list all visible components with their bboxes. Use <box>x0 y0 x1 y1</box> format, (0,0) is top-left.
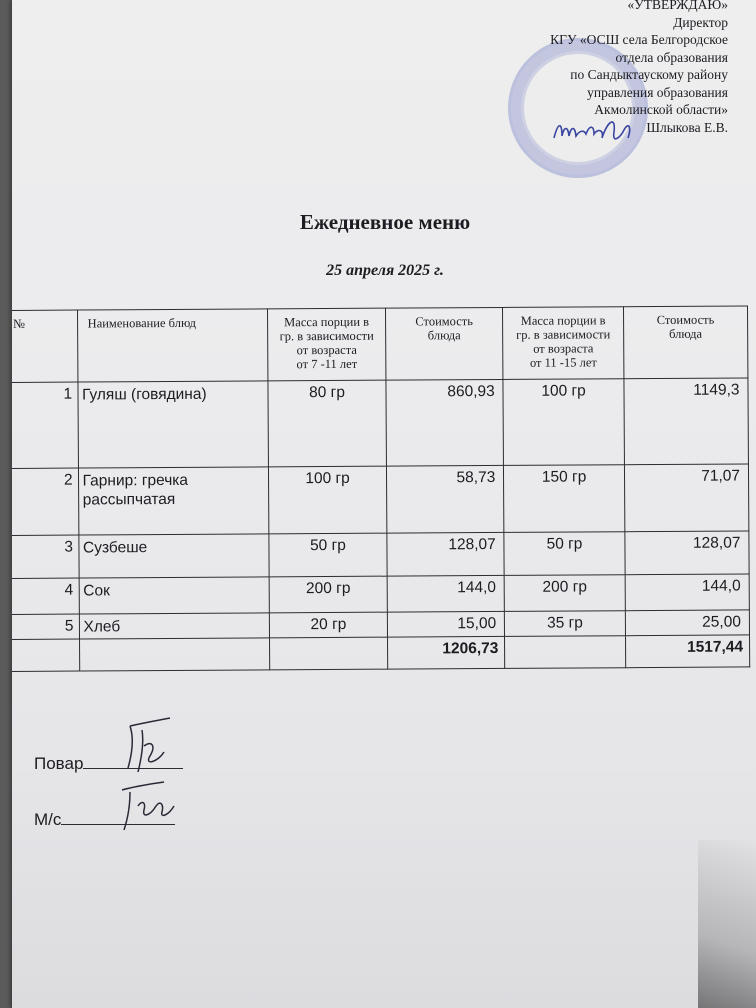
header-line: Масса порции в <box>284 314 370 330</box>
approval-line: управления образования <box>587 84 728 100</box>
mass-7-11: 200 гр <box>269 576 387 613</box>
empty-cell <box>79 638 270 671</box>
header-line: от 7 -11 лет <box>296 356 358 372</box>
table-row <box>12 378 748 469</box>
header-line: гр. в зависимости <box>279 328 374 344</box>
dish-name: Гуляш (говядина) <box>78 381 269 468</box>
cost-11-15: 1149,3 <box>624 378 749 465</box>
col-header-mass-7-11 <box>268 308 386 381</box>
mass-11-15: 100 гр <box>503 379 624 466</box>
table-row <box>12 464 749 536</box>
dish-name: Гарнир: гречка рассыпчатая <box>78 467 269 535</box>
mass-7-11: 80 гр <box>268 380 386 467</box>
approval-heading: «УТВЕРЖДАЮ» <box>627 0 728 12</box>
header-line: блюда <box>427 328 461 343</box>
dish-name: Сузбеше <box>78 534 269 578</box>
header-line: Стоимость <box>415 314 473 329</box>
cost-7-11: 128,07 <box>387 532 505 576</box>
row-num: 5 <box>12 614 79 639</box>
menu-date: 25 апреля 2025 г. <box>326 262 444 279</box>
mass-11-15: 200 гр <box>504 575 625 612</box>
total-cost-11-15: 1517,44 <box>625 635 749 668</box>
header-line: Стоимость <box>656 312 715 328</box>
mass-7-11: 100 гр <box>269 466 387 534</box>
empty-cell <box>12 639 79 671</box>
col-header-num: № <box>12 310 78 382</box>
cook-label: Повар <box>34 754 84 773</box>
table-row <box>12 531 749 579</box>
mass-11-15: 150 гр <box>504 465 625 533</box>
cost-11-15: 25,00 <box>625 610 749 636</box>
nurse-label: М/с <box>34 810 62 829</box>
row-num: 3 <box>12 535 79 578</box>
approval-line: Директор <box>673 14 728 30</box>
approval-line: КГУ «ОСШ села Белгородское <box>550 32 728 47</box>
row-num: 4 <box>12 578 79 614</box>
col-header-cost-7-11 <box>385 307 503 380</box>
approval-line: Акмолинской области» <box>594 102 728 117</box>
row-num: 2 <box>12 468 78 535</box>
mass-7-11: 20 гр <box>270 612 388 638</box>
cost-11-15: 71,07 <box>624 464 749 532</box>
cost-7-11: 15,00 <box>387 611 505 637</box>
mass-7-11: 50 гр <box>269 533 387 577</box>
table-header-row <box>12 306 748 383</box>
cost-11-15: 128,07 <box>625 531 749 575</box>
empty-cell <box>505 636 626 669</box>
cost-11-15: 144,0 <box>625 574 749 611</box>
header-line: от 11 -15 лет <box>529 355 597 370</box>
menu-table <box>12 305 750 672</box>
total-cost-7-11: 1206,73 <box>387 636 505 669</box>
cost-7-11: 860,93 <box>386 379 504 466</box>
col-header-name: Наименование блюд <box>77 309 268 382</box>
dish-name: Сок <box>79 577 270 614</box>
document-page <box>12 0 756 1008</box>
table-row <box>12 574 749 615</box>
header-line: от возраста <box>533 341 594 356</box>
cook-signature <box>108 716 188 776</box>
header-line: от возраста <box>296 342 357 358</box>
row-num: 1 <box>12 382 78 468</box>
header-line: Масса порции в <box>520 313 606 328</box>
header-line: гр. в зависимости <box>516 327 611 342</box>
mass-11-15: 50 гр <box>504 532 625 576</box>
page-title: Ежедневное меню <box>299 210 471 234</box>
header-line: блюда <box>669 326 703 341</box>
approval-line: по Сандыктаускому району <box>570 67 728 82</box>
cost-7-11: 144,0 <box>387 575 505 612</box>
mass-11-15: 35 гр <box>505 611 626 637</box>
col-header-mass-11-15 <box>503 307 624 380</box>
cost-7-11: 58,73 <box>386 465 504 533</box>
dish-name: Хлеб <box>79 613 270 639</box>
director-signature <box>550 108 640 154</box>
empty-cell <box>270 637 388 670</box>
nurse-signature <box>106 776 186 836</box>
approval-line: отдела образования <box>615 49 728 65</box>
approval-signer: Шлыкова Е.В. <box>646 119 728 135</box>
col-header-cost-11-15 <box>623 306 748 379</box>
totals-row <box>12 635 750 672</box>
